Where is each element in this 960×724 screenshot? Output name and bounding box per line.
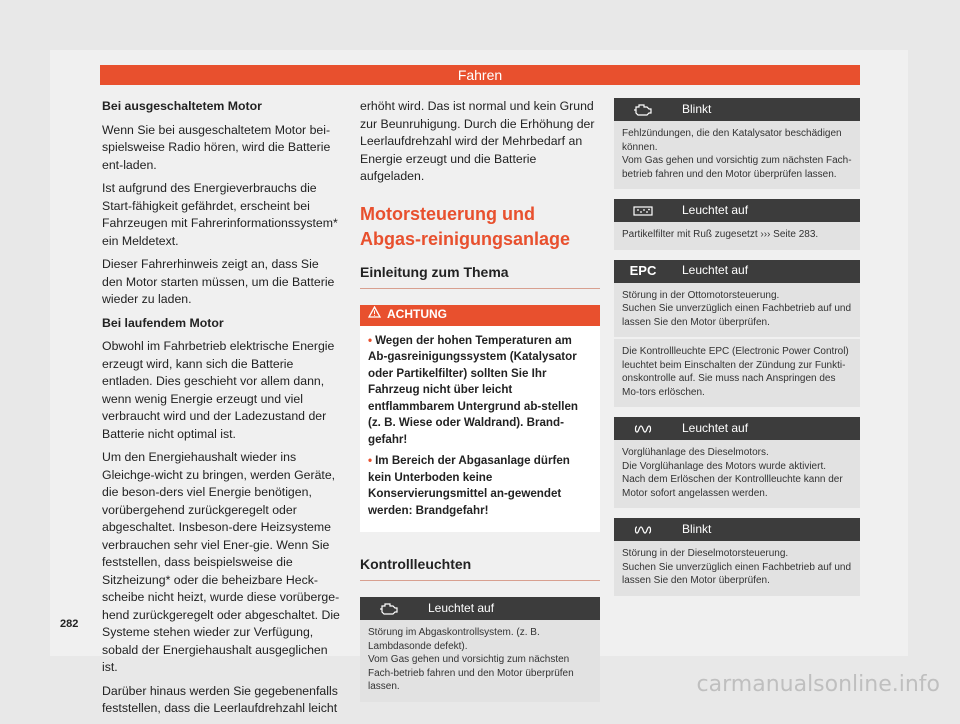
lamp-header <box>614 199 860 222</box>
subheading-engine-off: Bei ausgeschaltetem Motor <box>102 99 262 113</box>
paragraph: Darüber hinaus werden Sie gegebenenfalls feststellen, dass die Leerlaufdrehzahl leicht <box>102 683 338 715</box>
engine-icon <box>368 602 410 616</box>
section-title: Motorsteuerung und Abgas-reinigungsanlage <box>360 203 571 249</box>
lamp-label: Leuchtet auf <box>682 420 749 435</box>
paragraph: Ist aufgrund des Energieverbrauchs die Start-fähigkeit gefährdet, erscheint bei Fahrzeugen mit Fahrerinformationssystem* ein Meldetext. <box>102 181 338 248</box>
lamp-header <box>614 518 860 541</box>
paragraph: Obwohl im Fahrbetrieb elektrische Energie erzeugt wird, kann sich die Batterie entladen. Dies geschieht vor allem dann, wenn wenig Energie erzeugt und viel verbraucht wird und der Ladezustand der Batterie nicht optimal ist. <box>102 339 335 441</box>
glow-plug-icon <box>622 423 664 435</box>
warning-lamp-box <box>614 518 860 596</box>
lamp-description: Die Kontrollleuchte EPC (Electronic Power Control) leuchtet beim Einschalten der Zündung zur Funkti-onskontrolle auf. Sie muss nach Anspringen des Mo-tors erlöschen. <box>614 337 860 407</box>
lamp-header <box>614 260 860 283</box>
warning-triangle-icon <box>368 306 381 324</box>
warning-body <box>360 326 600 533</box>
warning-lamp-box <box>360 597 600 702</box>
glow-plug-icon <box>622 524 664 536</box>
lamp-description: Fehlzündungen, die den Katalysator beschädigen können. Vom Gas gehen und vorsichtig zum nächsten Fach-betrieb fahren und den Motor überprüfen lassen. <box>622 128 852 180</box>
lamp-label: Blinkt <box>682 101 712 116</box>
engine-icon <box>622 103 664 117</box>
lamp-description: Störung in der Ottomotorsteuerung. Suchen Sie unverzüglich einen Fachbetrieb auf und lassen Sie den Motor überprüfen. <box>622 289 852 328</box>
lamp-label: Leuchtet auf <box>682 263 749 278</box>
paragraph: Um den Energiehaushalt wieder ins Gleichge-wicht zu bringen, werden Geräte, die beson-ders viel Energie benötigen, vorübergehend zurückgeregelt oder abgeschaltet. Insbeson-dere Heizsysteme verbrauchen sehr viel Ener-gie. Wenn Sie feststellen, dass beispielsweise die Sitzheizung* oder die beheizbare Heck-scheibe nicht heizt, wurde diese vorüberge-hend zurückgeregelt oder abgeschaltet. Die Systeme stehen wieder zur Verfügung, sobald der Energiehaushalt ausgeglichen ist. <box>102 450 340 674</box>
lamp-header <box>614 417 860 440</box>
lamp-label: Blinkt <box>682 521 712 536</box>
chapter-header: Fahren <box>100 65 860 85</box>
lamp-description: Störung im Abgaskontrollsystem. (z. B. Lambdasonde defekt). Vom Gas gehen und vorsichtig zum nächsten Fach-betrieb fahren und den Motor überprüfen lassen. <box>368 627 574 692</box>
warning-lamp-box <box>614 98 860 189</box>
lamp-description: Partikelfilter mit Ruß zugesetzt ››› Seite 283. <box>622 229 819 240</box>
middle-column <box>360 98 600 712</box>
intro-title: Einleitung zum Thema <box>360 262 600 289</box>
paragraph: Dieser Fahrerhinweis zeigt an, dass Sie den Motor starten müssen, um die Batterie wieder zu laden. <box>102 257 335 306</box>
left-column <box>102 98 342 724</box>
warning-item: • Im Bereich der Abgasanlage dürfen kein Unterboden keine Konservierungsmittel an-gewendet werden: Brandgefahr! <box>368 454 570 517</box>
paragraph: Wenn Sie bei ausgeschaltetem Motor bei-spielsweise Radio hören, wird die Batterie ent-laden. <box>102 122 331 172</box>
page-number: 282 <box>60 618 79 630</box>
lamp-description: Vorglühanlage des Dieselmotors. Die Vorglühanlage des Motors wurde aktiviert. Nach dem Erlöschen der Kontrollleuchte kann der Motor sofort angelassen werden. <box>622 447 843 499</box>
warning-item: • Wegen der hohen Temperaturen am Ab-gasreinigungssystem (Katalysator oder Partikelfilter) sollten Sie Ihr Fahrzeug nicht über leicht entflammbarem Untergrund ab-stellen (z. B. Wiese oder Waldrand). Brand-gefahr! <box>368 333 579 446</box>
right-column <box>614 98 860 606</box>
warning-lamp-box <box>614 417 860 508</box>
epc-icon: EPC <box>629 263 657 279</box>
lamp-header <box>614 98 860 121</box>
particle-filter-icon <box>622 205 664 217</box>
paragraph: erhöht wird. Das ist normal und kein Grund zur Beunruhigung. Durch die Erhöhung der Leerlaufdrehzahl wird der Mehrbedarf an Energie erzeugt und die Batterie aufgeladen. <box>360 99 595 183</box>
warning-label: ACHTUNG <box>387 307 447 322</box>
warning-lamp-box <box>614 199 860 250</box>
watermark: carmanualsonline.info <box>696 672 940 697</box>
subheading-engine-running: Bei laufendem Motor <box>102 315 224 330</box>
warning-header <box>360 305 600 326</box>
kontrollleuchten-title: Kontrollleuchten <box>360 554 600 581</box>
warning-lamp-box <box>614 260 860 408</box>
lamp-label: Leuchtet auf <box>682 202 749 217</box>
lamp-label: Leuchtet auf <box>428 600 495 615</box>
lamp-description: Störung in der Dieselmotorsteuerung. Suchen Sie unverzüglich einen Fachbetrieb auf und lassen Sie den Motor überprüfen. <box>622 548 852 586</box>
warning-box <box>360 305 600 533</box>
lamp-header <box>360 597 600 620</box>
